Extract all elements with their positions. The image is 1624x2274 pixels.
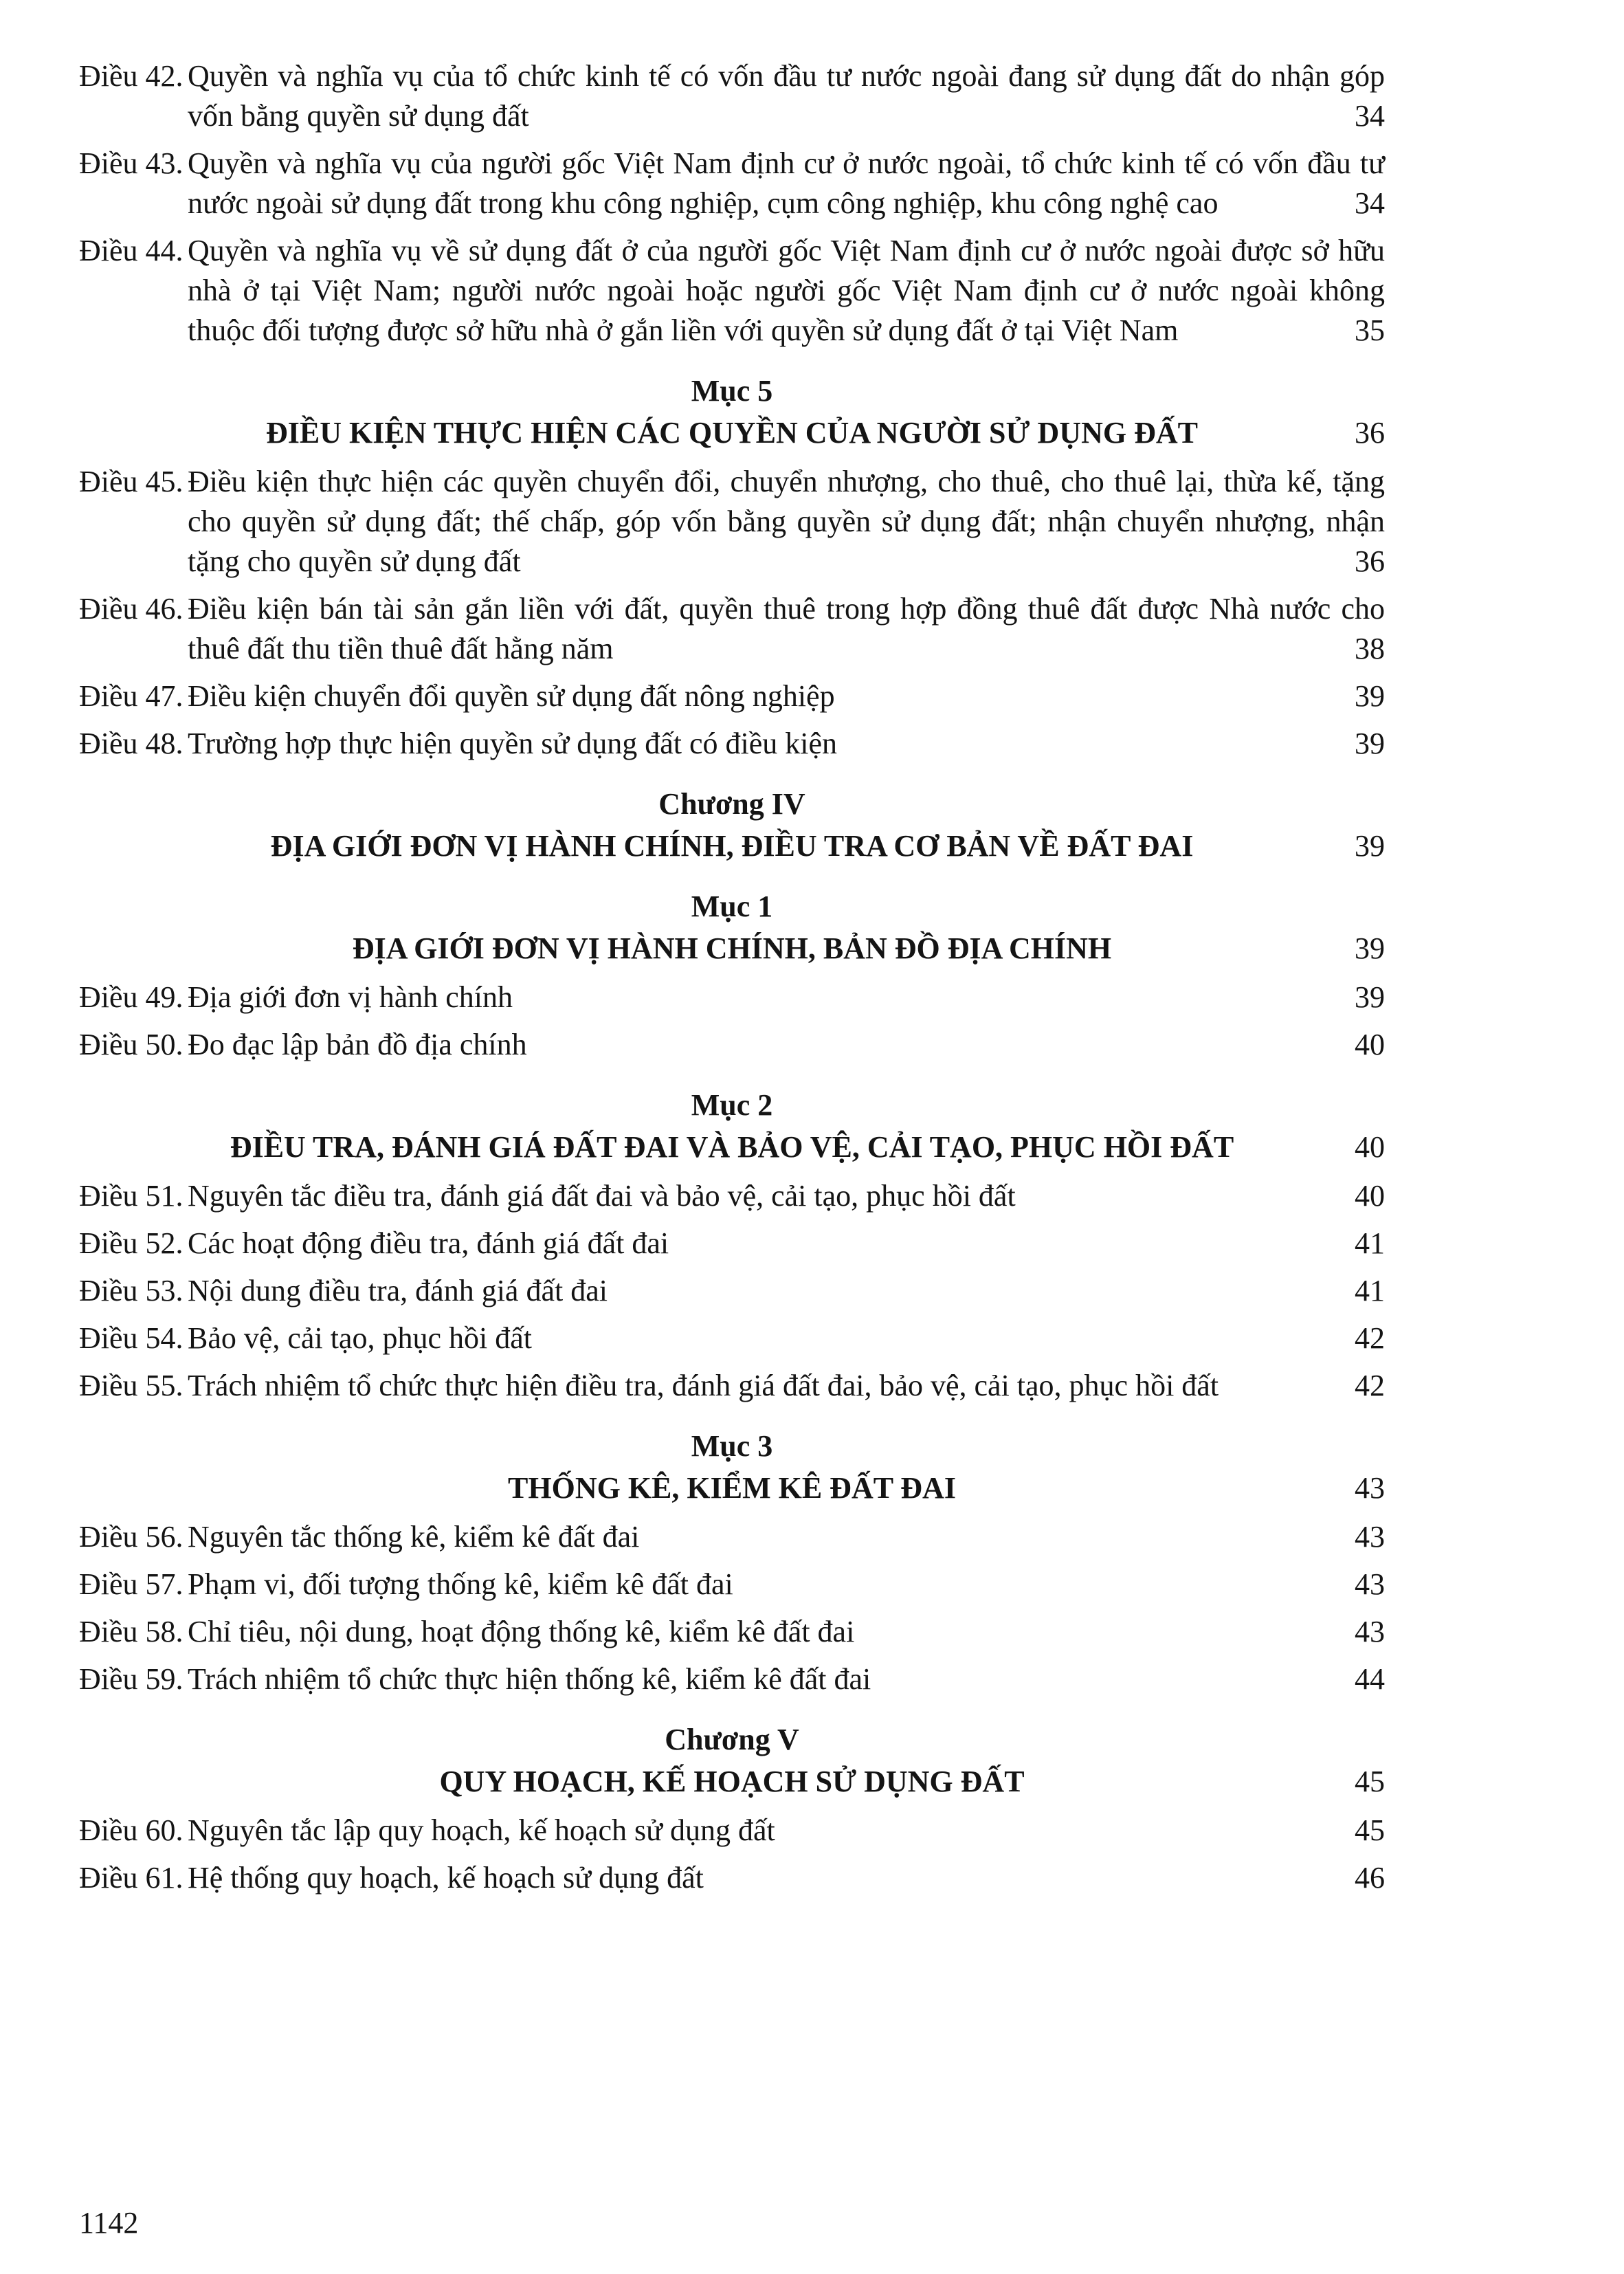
toc-entry-text: Chỉ tiêu, nội dung, hoạt động thống kê, kiểm kê đất đai bbox=[188, 1615, 855, 1648]
toc-entry-body bbox=[188, 1176, 1385, 1216]
toc-section-title: ĐỊA GIỚI ĐƠN VỊ HÀNH CHÍNH, ĐIỀU TRA CƠ BẢN VỀ ĐẤT ĐAI bbox=[270, 829, 1194, 863]
toc-entry-body bbox=[188, 676, 1385, 716]
toc-entry bbox=[79, 1366, 1385, 1406]
toc-entry-label: Điều 47. bbox=[79, 679, 183, 713]
toc-entry-page-number: 39 bbox=[1345, 676, 1385, 716]
toc-entry-body bbox=[188, 1224, 1385, 1263]
toc-entry-body bbox=[188, 144, 1385, 223]
toc-entry-label: Điều 50. bbox=[79, 1028, 183, 1061]
toc-entry-page-number: 40 bbox=[1345, 1176, 1385, 1216]
toc-section-title-row bbox=[79, 929, 1385, 969]
toc-entry-body bbox=[188, 1858, 1385, 1898]
toc-list bbox=[79, 56, 1385, 1898]
toc-section-title: ĐIỀU KIỆN THỰC HIỆN CÁC QUYỀN CỦA NGƯỜI SỬ DỤNG ĐẤT bbox=[266, 416, 1198, 450]
toc-entry-label: Điều 56. bbox=[79, 1520, 183, 1554]
toc-section-page-number: 43 bbox=[1345, 1468, 1385, 1508]
toc-entry bbox=[79, 1517, 1385, 1557]
toc-section-kicker: Mục 2 bbox=[691, 1088, 773, 1122]
toc-entry bbox=[79, 56, 1385, 136]
toc-entry bbox=[79, 1271, 1385, 1311]
toc-section-title-row bbox=[79, 413, 1385, 453]
toc-section-heading bbox=[79, 887, 1385, 969]
toc-entry bbox=[79, 1318, 1385, 1358]
toc-entry bbox=[79, 144, 1385, 223]
toc-entry-body bbox=[188, 724, 1385, 764]
toc-entry-page-number: 43 bbox=[1345, 1612, 1385, 1652]
toc-entry-body bbox=[188, 1271, 1385, 1311]
toc-section-kicker: Chương V bbox=[665, 1723, 799, 1756]
toc-entry-page-number: 45 bbox=[1345, 1811, 1385, 1851]
toc-section-heading bbox=[79, 1426, 1385, 1508]
toc-section-page-number: 39 bbox=[1345, 826, 1385, 866]
toc-section-kicker: Mục 1 bbox=[691, 890, 773, 923]
toc-entry bbox=[79, 589, 1385, 669]
toc-entry-page-number: 44 bbox=[1345, 1659, 1385, 1699]
toc-entry bbox=[79, 978, 1385, 1017]
toc-entry bbox=[79, 231, 1385, 351]
toc-entry-body bbox=[188, 1366, 1385, 1406]
toc-entry-label: Điều 58. bbox=[79, 1615, 183, 1648]
toc-entry bbox=[79, 1811, 1385, 1851]
toc-entry-label: Điều 48. bbox=[79, 727, 183, 760]
toc-section-title-row bbox=[79, 1762, 1385, 1802]
toc-entry bbox=[79, 1659, 1385, 1699]
toc-entry-label: Điều 49. bbox=[79, 980, 183, 1014]
toc-section-kicker: Mục 5 bbox=[691, 374, 773, 408]
toc-entry bbox=[79, 1176, 1385, 1216]
toc-section-kicker: Chương IV bbox=[658, 787, 805, 821]
toc-entry-text: Hệ thống quy hoạch, kế hoạch sử dụng đất bbox=[188, 1861, 704, 1895]
toc-entry-body bbox=[188, 1811, 1385, 1851]
toc-entry-label: Điều 42. bbox=[79, 59, 183, 93]
toc-entry-body bbox=[188, 231, 1385, 351]
toc-entry-page-number: 38 bbox=[1345, 629, 1385, 669]
toc-section-title: THỐNG KÊ, KIỂM KÊ ĐẤT ĐAI bbox=[508, 1471, 956, 1505]
toc-entry-label: Điều 59. bbox=[79, 1662, 183, 1696]
toc-entry-page-number: 42 bbox=[1345, 1366, 1385, 1406]
toc-section-page-number: 40 bbox=[1345, 1127, 1385, 1167]
toc-entry-body bbox=[188, 1612, 1385, 1652]
toc-section-kicker: Mục 3 bbox=[691, 1429, 773, 1463]
toc-entry-page-number: 36 bbox=[1345, 542, 1385, 582]
toc-entry-page-number: 34 bbox=[1345, 96, 1385, 136]
toc-section-title: ĐIỀU TRA, ĐÁNH GIÁ ĐẤT ĐAI VÀ BẢO VỆ, CẢI TẠO, PHỤC HỒI ĐẤT bbox=[230, 1130, 1234, 1164]
toc-entry-page-number: 42 bbox=[1345, 1318, 1385, 1358]
toc-section-page-number: 39 bbox=[1345, 929, 1385, 969]
toc-entry-body bbox=[188, 1517, 1385, 1557]
toc-entry-body bbox=[188, 978, 1385, 1017]
toc-entry-page-number: 39 bbox=[1345, 978, 1385, 1017]
toc-entry-page-number: 43 bbox=[1345, 1565, 1385, 1604]
toc-entry-text: Bảo vệ, cải tạo, phục hồi đất bbox=[188, 1321, 532, 1355]
toc-entry-label: Điều 52. bbox=[79, 1226, 183, 1260]
toc-entry-body bbox=[188, 1659, 1385, 1699]
toc-entry-body bbox=[188, 589, 1385, 669]
toc-entry-text: Nguyên tắc thống kê, kiểm kê đất đai bbox=[188, 1520, 640, 1554]
toc-entry-text: Đo đạc lập bản đồ địa chính bbox=[188, 1028, 527, 1061]
toc-entry-label: Điều 55. bbox=[79, 1369, 183, 1402]
toc-entry-text: Trách nhiệm tổ chức thực hiện thống kê, kiểm kê đất đai bbox=[188, 1662, 871, 1696]
toc-entry-body bbox=[188, 1318, 1385, 1358]
toc-entry-label: Điều 43. bbox=[79, 146, 183, 180]
toc-entry-page-number: 41 bbox=[1345, 1271, 1385, 1311]
toc-entry-text: Điều kiện thực hiện các quyền chuyển đổi, chuyển nhượng, cho thuê, cho thuê lại, thừa kế, tặng cho quyền sử dụng đất; thế chấp, góp vốn bằng quyền sử dụng đất; nhận chuyển nhượng, nhận tặng cho quyền sử dụng đất bbox=[188, 465, 1385, 578]
toc-entry-label: Điều 46. bbox=[79, 592, 183, 626]
toc-entry-body bbox=[188, 56, 1385, 136]
toc-entry bbox=[79, 462, 1385, 582]
toc-entry-text: Trách nhiệm tổ chức thực hiện điều tra, đánh giá đất đai, bảo vệ, cải tạo, phục hồi đất bbox=[188, 1369, 1219, 1402]
toc-entry-text: Quyền và nghĩa vụ của người gốc Việt Nam định cư ở nước ngoài, tổ chức kinh tế có vốn đầu tư nước ngoài sử dụng đất trong khu công nghiệp, cụm công nghiệp, khu công nghệ cao bbox=[188, 146, 1385, 220]
toc-entry-label: Điều 60. bbox=[79, 1813, 183, 1847]
toc-entry-page-number: 39 bbox=[1345, 724, 1385, 764]
toc-entry-text: Điều kiện bán tài sản gắn liền với đất, quyền thuê trong hợp đồng thuê đất được Nhà nước cho thuê đất thu tiền thuê đất hằng năm bbox=[188, 592, 1385, 665]
toc-entry-page-number: 43 bbox=[1345, 1517, 1385, 1557]
toc-entry-text: Nội dung điều tra, đánh giá đất đai bbox=[188, 1274, 608, 1307]
toc-entry-label: Điều 53. bbox=[79, 1274, 183, 1307]
toc-entry bbox=[79, 1612, 1385, 1652]
toc-entry-text: Quyền và nghĩa vụ của tổ chức kinh tế có vốn đầu tư nước ngoài đang sử dụng đất do nhận góp vốn bằng quyền sử dụng đất bbox=[188, 59, 1385, 133]
footer-page-number: 1142 bbox=[79, 2206, 139, 2240]
toc-entry bbox=[79, 724, 1385, 764]
toc-section-heading bbox=[79, 1085, 1385, 1167]
toc-entry-label: Điều 57. bbox=[79, 1567, 183, 1601]
toc-entry-body bbox=[188, 462, 1385, 582]
toc-section-title: QUY HOẠCH, KẾ HOẠCH SỬ DỤNG ĐẤT bbox=[439, 1765, 1025, 1798]
toc-section-page-number: 36 bbox=[1345, 413, 1385, 453]
toc-section-heading bbox=[79, 371, 1385, 453]
toc-entry-label: Điều 61. bbox=[79, 1861, 183, 1895]
toc-entry bbox=[79, 1858, 1385, 1898]
toc-entry-page-number: 35 bbox=[1345, 311, 1385, 351]
toc-entry-label: Điều 51. bbox=[79, 1179, 183, 1213]
toc-section-title-row bbox=[79, 1468, 1385, 1508]
toc-entry-page-number: 34 bbox=[1345, 184, 1385, 223]
toc-section-title-row bbox=[79, 1127, 1385, 1167]
toc-entry-text: Nguyên tắc lập quy hoạch, kế hoạch sử dụng đất bbox=[188, 1813, 775, 1847]
toc-entry-label: Điều 54. bbox=[79, 1321, 183, 1355]
toc-entry bbox=[79, 1224, 1385, 1263]
toc-entry-body bbox=[188, 1565, 1385, 1604]
toc-entry-page-number: 46 bbox=[1345, 1858, 1385, 1898]
toc-entry-text: Điều kiện chuyển đổi quyền sử dụng đất nông nghiệp bbox=[188, 679, 835, 713]
toc-section-title-row bbox=[79, 826, 1385, 866]
toc-entry-text: Các hoạt động điều tra, đánh giá đất đai bbox=[188, 1226, 669, 1260]
toc-entry-label: Điều 45. bbox=[79, 465, 183, 498]
toc-entry-text: Quyền và nghĩa vụ về sử dụng đất ở của người gốc Việt Nam định cư ở nước ngoài được sở hữu nhà ở tại Việt Nam; người nước ngoài hoặc người gốc Việt Nam định cư ở nước ngoài không thuộc đối tượng được sở hữu nhà ở gắn liền với quyền sử dụng đất ở tại Việt Nam bbox=[188, 234, 1385, 347]
toc-entry-text: Địa giới đơn vị hành chính bbox=[188, 980, 513, 1014]
toc-entry bbox=[79, 676, 1385, 716]
toc-entry-text: Phạm vi, đối tượng thống kê, kiểm kê đất đai bbox=[188, 1567, 733, 1601]
toc-entry bbox=[79, 1025, 1385, 1065]
toc-entry-page-number: 40 bbox=[1345, 1025, 1385, 1065]
toc-section-heading bbox=[79, 1720, 1385, 1802]
toc-section-title: ĐỊA GIỚI ĐƠN VỊ HÀNH CHÍNH, BẢN ĐỒ ĐỊA CHÍNH bbox=[352, 931, 1112, 965]
toc-section-heading bbox=[79, 784, 1385, 866]
toc-entry bbox=[79, 1565, 1385, 1604]
toc-entry-text: Nguyên tắc điều tra, đánh giá đất đai và bảo vệ, cải tạo, phục hồi đất bbox=[188, 1179, 1016, 1213]
toc-entry-label: Điều 44. bbox=[79, 234, 183, 267]
toc-entry-page-number: 41 bbox=[1345, 1224, 1385, 1263]
toc-entry-text: Trường hợp thực hiện quyền sử dụng đất có điều kiện bbox=[188, 727, 838, 760]
toc-entry-body bbox=[188, 1025, 1385, 1065]
toc-section-page-number: 45 bbox=[1345, 1762, 1385, 1802]
